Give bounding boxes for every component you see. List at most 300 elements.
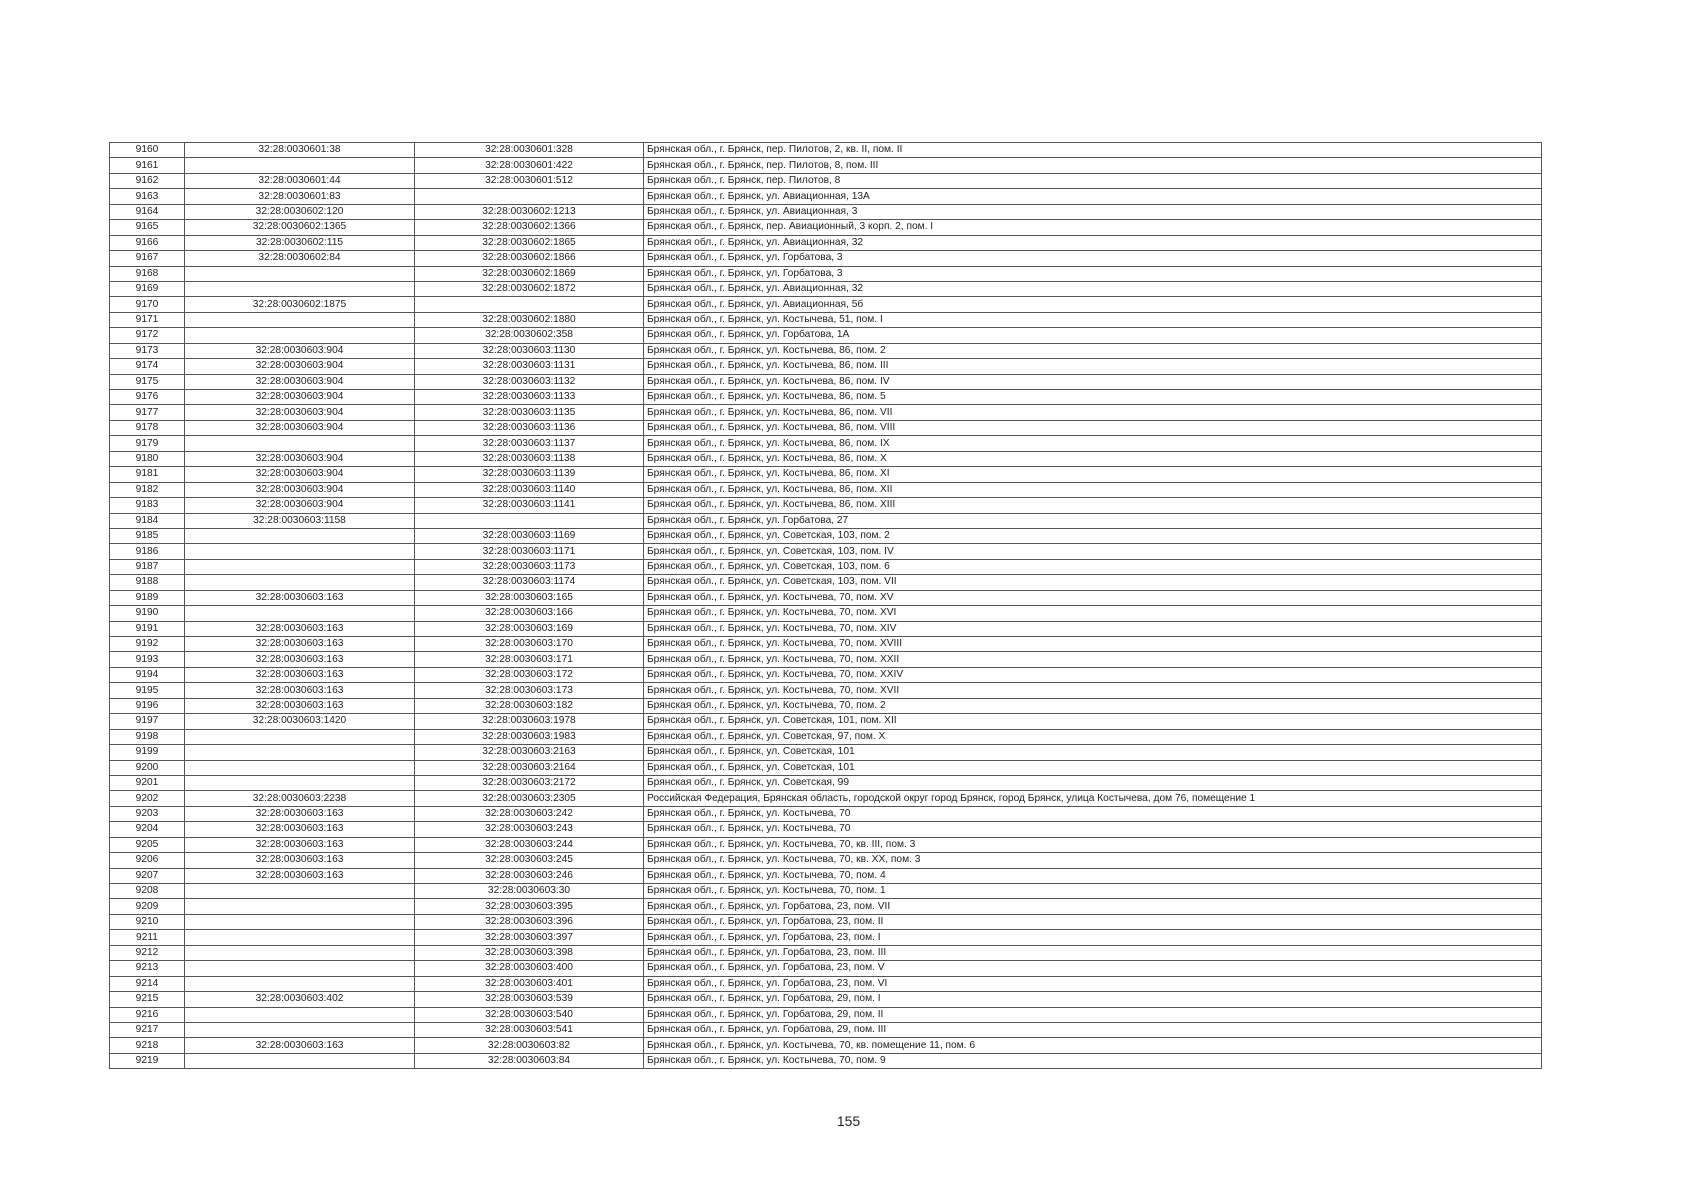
- parcel-number-cell: 32:28:0030603:904: [185, 405, 415, 420]
- object-number-cell: 32:28:0030603:400: [415, 961, 644, 976]
- object-number-cell: 32:28:0030603:170: [415, 637, 644, 652]
- parcel-number-cell: 32:28:0030601:83: [185, 189, 415, 204]
- address-cell: Брянская обл., г. Брянск, ул. Горбатова, 23, пом. I: [644, 930, 1542, 945]
- object-number-cell: 32:28:0030603:396: [415, 914, 644, 929]
- address-cell: Брянская обл., г. Брянск, ул. Костычева, 86, пом. 2: [644, 343, 1542, 358]
- parcel-number-cell: 32:28:0030603:163: [185, 667, 415, 682]
- row-number-cell: 9214: [110, 976, 185, 991]
- object-number-cell: 32:28:0030603:1978: [415, 714, 644, 729]
- row-number-cell: 9202: [110, 791, 185, 806]
- row-number-cell: 9183: [110, 498, 185, 513]
- table-row: [110, 312, 1542, 327]
- table-row: [110, 760, 1542, 775]
- table-row: [110, 374, 1542, 389]
- row-number-cell: 9160: [110, 143, 185, 158]
- table-row: [110, 683, 1542, 698]
- row-number-cell: 9195: [110, 683, 185, 698]
- table-row: [110, 945, 1542, 960]
- table-row: [110, 992, 1542, 1007]
- object-number-cell: 32:28:0030603:242: [415, 806, 644, 821]
- row-number-cell: 9215: [110, 992, 185, 1007]
- table-row: [110, 498, 1542, 513]
- parcel-number-cell: 32:28:0030602:1365: [185, 220, 415, 235]
- object-number-cell: 32:28:0030603:395: [415, 899, 644, 914]
- address-cell: Брянская обл., г. Брянск, ул. Советская, 103, пом. VII: [644, 575, 1542, 590]
- table-row: [110, 220, 1542, 235]
- table-row: [110, 853, 1542, 868]
- parcel-number-cell: 32:28:0030603:163: [185, 837, 415, 852]
- object-number-cell: 32:28:0030603:30: [415, 884, 644, 899]
- object-number-cell: 32:28:0030601:328: [415, 143, 644, 158]
- object-number-cell: 32:28:0030603:1173: [415, 559, 644, 574]
- address-cell: Брянская обл., г. Брянск, ул. Костычева, 70, пом. 9: [644, 1053, 1542, 1068]
- parcel-number-cell: [185, 1022, 415, 1037]
- parcel-number-cell: 32:28:0030602:84: [185, 251, 415, 266]
- table-row: [110, 884, 1542, 899]
- parcel-number-cell: 32:28:0030603:904: [185, 451, 415, 466]
- object-number-cell: 32:28:0030603:1169: [415, 528, 644, 543]
- parcel-number-cell: 32:28:0030603:163: [185, 590, 415, 605]
- address-cell: Брянская обл., г. Брянск, ул. Горбатова, 29, пом. III: [644, 1022, 1542, 1037]
- address-cell: Брянская обл., г. Брянск, пер. Пилотов, 8: [644, 173, 1542, 188]
- row-number-cell: 9182: [110, 482, 185, 497]
- parcel-number-cell: [185, 281, 415, 296]
- table-row: [110, 189, 1542, 204]
- row-number-cell: 9208: [110, 884, 185, 899]
- table-row: [110, 1038, 1542, 1053]
- address-cell: Брянская обл., г. Брянск, ул. Советская, 101, пом. XII: [644, 714, 1542, 729]
- parcel-number-cell: 32:28:0030603:2238: [185, 791, 415, 806]
- page-number: 155: [836, 1113, 861, 1129]
- parcel-number-cell: 32:28:0030602:120: [185, 204, 415, 219]
- address-cell: Брянская обл., г. Брянск, ул. Костычева, 86, пом. VII: [644, 405, 1542, 420]
- row-number-cell: 9213: [110, 961, 185, 976]
- address-cell: Брянская обл., г. Брянск, ул. Костычева, 86, пом. X: [644, 451, 1542, 466]
- object-number-cell: 32:28:0030602:1866: [415, 251, 644, 266]
- parcel-number-cell: [185, 606, 415, 621]
- row-number-cell: 9203: [110, 806, 185, 821]
- parcel-number-cell: 32:28:0030603:1420: [185, 714, 415, 729]
- table-row: [110, 158, 1542, 173]
- parcel-number-cell: [185, 266, 415, 281]
- address-cell: Брянская обл., г. Брянск, ул. Советская, 101: [644, 760, 1542, 775]
- parcel-number-cell: [185, 312, 415, 327]
- table-row: [110, 482, 1542, 497]
- address-cell: Брянская обл., г. Брянск, ул. Костычева, 86, пом. XI: [644, 467, 1542, 482]
- parcel-number-cell: [185, 436, 415, 451]
- row-number-cell: 9172: [110, 328, 185, 343]
- table-row: [110, 637, 1542, 652]
- address-cell: Брянская обл., г. Брянск, ул. Костычева, 70, пом. 4: [644, 868, 1542, 883]
- address-cell: Брянская обл., г. Брянск, ул. Горбатова, 23, пом. II: [644, 914, 1542, 929]
- registry-table: [109, 142, 1542, 1069]
- parcel-number-cell: 32:28:0030603:402: [185, 992, 415, 1007]
- address-cell: Брянская обл., г. Брянск, ул. Костычева, 86, пом. III: [644, 359, 1542, 374]
- parcel-number-cell: [185, 575, 415, 590]
- parcel-number-cell: 32:28:0030603:904: [185, 343, 415, 358]
- address-cell: Брянская обл., г. Брянск, пер. Пилотов, 8, пом. III: [644, 158, 1542, 173]
- table-row: [110, 405, 1542, 420]
- address-cell: Брянская обл., г. Брянск, ул. Советская, 101: [644, 745, 1542, 760]
- address-cell: Брянская обл., г. Брянск, ул. Костычева, 70, пом. XVIII: [644, 637, 1542, 652]
- object-number-cell: 32:28:0030603:1140: [415, 482, 644, 497]
- table-row: [110, 652, 1542, 667]
- object-number-cell: 32:28:0030603:172: [415, 667, 644, 682]
- address-cell: Брянская обл., г. Брянск, ул. Костычева, 70, кв. помещение 11, пом. 6: [644, 1038, 1542, 1053]
- object-number-cell: 32:28:0030602:1865: [415, 235, 644, 250]
- address-cell: Брянская обл., г. Брянск, ул. Авиационная, 5б: [644, 297, 1542, 312]
- row-number-cell: 9175: [110, 374, 185, 389]
- row-number-cell: 9216: [110, 1007, 185, 1022]
- table-row: [110, 281, 1542, 296]
- row-number-cell: 9167: [110, 251, 185, 266]
- table-row: [110, 451, 1542, 466]
- parcel-number-cell: 32:28:0030603:163: [185, 637, 415, 652]
- table-row: [110, 914, 1542, 929]
- table-row: [110, 266, 1542, 281]
- parcel-number-cell: [185, 775, 415, 790]
- parcel-number-cell: 32:28:0030603:904: [185, 467, 415, 482]
- address-cell: Брянская обл., г. Брянск, ул. Костычева, 86, пом. IX: [644, 436, 1542, 451]
- address-cell: Брянская обл., г. Брянск, ул. Горбатова, 3: [644, 266, 1542, 281]
- object-number-cell: 32:28:0030603:166: [415, 606, 644, 621]
- parcel-number-cell: [185, 328, 415, 343]
- parcel-number-cell: 32:28:0030602:115: [185, 235, 415, 250]
- object-number-cell: 32:28:0030602:1880: [415, 312, 644, 327]
- object-number-cell: 32:28:0030603:245: [415, 853, 644, 868]
- table-row: [110, 667, 1542, 682]
- object-number-cell: 32:28:0030603:1141: [415, 498, 644, 513]
- object-number-cell: 32:28:0030603:171: [415, 652, 644, 667]
- address-cell: Брянская обл., г. Брянск, ул. Советская, 99: [644, 775, 1542, 790]
- table-row: [110, 899, 1542, 914]
- object-number-cell: 32:28:0030602:1213: [415, 204, 644, 219]
- address-cell: Брянская обл., г. Брянск, ул. Авиационная, 32: [644, 235, 1542, 250]
- row-number-cell: 9176: [110, 390, 185, 405]
- parcel-number-cell: [185, 1053, 415, 1068]
- table-row: [110, 930, 1542, 945]
- address-cell: Брянская обл., г. Брянск, ул. Костычева, 86, пом. XII: [644, 482, 1542, 497]
- table-row: [110, 559, 1542, 574]
- object-number-cell: 32:28:0030603:169: [415, 621, 644, 636]
- object-number-cell: 32:28:0030602:358: [415, 328, 644, 343]
- table-row: [110, 297, 1542, 312]
- table-row: [110, 251, 1542, 266]
- table-row: [110, 775, 1542, 790]
- table-row: [110, 729, 1542, 744]
- object-number-cell: [415, 189, 644, 204]
- object-number-cell: 32:28:0030603:182: [415, 698, 644, 713]
- parcel-number-cell: [185, 559, 415, 574]
- row-number-cell: 9166: [110, 235, 185, 250]
- row-number-cell: 9163: [110, 189, 185, 204]
- object-number-cell: 32:28:0030602:1869: [415, 266, 644, 281]
- row-number-cell: 9210: [110, 914, 185, 929]
- row-number-cell: 9173: [110, 343, 185, 358]
- address-cell: Брянская обл., г. Брянск, ул. Костычева, 70, пом. XIV: [644, 621, 1542, 636]
- object-number-cell: 32:28:0030603:539: [415, 992, 644, 1007]
- row-number-cell: 9211: [110, 930, 185, 945]
- parcel-number-cell: [185, 884, 415, 899]
- object-number-cell: 32:28:0030603:2164: [415, 760, 644, 775]
- row-number-cell: 9189: [110, 590, 185, 605]
- table-row: [110, 868, 1542, 883]
- row-number-cell: 9187: [110, 559, 185, 574]
- table-row: [110, 745, 1542, 760]
- object-number-cell: [415, 297, 644, 312]
- object-number-cell: 32:28:0030603:1130: [415, 343, 644, 358]
- object-number-cell: 32:28:0030603:246: [415, 868, 644, 883]
- parcel-number-cell: 32:28:0030602:1875: [185, 297, 415, 312]
- row-number-cell: 9191: [110, 621, 185, 636]
- table-row: [110, 1007, 1542, 1022]
- object-number-cell: 32:28:0030602:1366: [415, 220, 644, 235]
- parcel-number-cell: [185, 760, 415, 775]
- address-cell: Брянская обл., г. Брянск, ул. Советская, 97, пом. X: [644, 729, 1542, 744]
- parcel-number-cell: 32:28:0030603:904: [185, 359, 415, 374]
- address-cell: Брянская обл., г. Брянск, ул. Советская, 103, пом. IV: [644, 544, 1542, 559]
- table-row: [110, 359, 1542, 374]
- parcel-number-cell: 32:28:0030603:163: [185, 652, 415, 667]
- parcel-number-cell: 32:28:0030601:44: [185, 173, 415, 188]
- parcel-number-cell: 32:28:0030603:163: [185, 853, 415, 868]
- row-number-cell: 9164: [110, 204, 185, 219]
- address-cell: Брянская обл., г. Брянск, ул. Костычева, 86, пом. IV: [644, 374, 1542, 389]
- parcel-number-cell: 32:28:0030603:163: [185, 683, 415, 698]
- table-row: [110, 575, 1542, 590]
- address-cell: Брянская обл., г. Брянск, ул. Костычева, 86, пом. 5: [644, 390, 1542, 405]
- table-row: [110, 390, 1542, 405]
- parcel-number-cell: [185, 961, 415, 976]
- parcel-number-cell: 32:28:0030601:38: [185, 143, 415, 158]
- address-cell: Брянская обл., г. Брянск, ул. Костычева, 70, кв. III, пом. 3: [644, 837, 1542, 852]
- object-number-cell: 32:28:0030603:1133: [415, 390, 644, 405]
- parcel-number-cell: 32:28:0030603:904: [185, 482, 415, 497]
- table-row: [110, 1053, 1542, 1068]
- table-row: [110, 806, 1542, 821]
- address-cell: Брянская обл., г. Брянск, пер. Авиационный, 3 корп. 2, пом. I: [644, 220, 1542, 235]
- table-row: [110, 235, 1542, 250]
- parcel-number-cell: 32:28:0030603:904: [185, 498, 415, 513]
- row-number-cell: 9197: [110, 714, 185, 729]
- table-row: [110, 420, 1542, 435]
- row-number-cell: 9218: [110, 1038, 185, 1053]
- table-row: [110, 606, 1542, 621]
- address-cell: Брянская обл., г. Брянск, ул. Горбатова, 3: [644, 251, 1542, 266]
- object-number-cell: 32:28:0030603:2172: [415, 775, 644, 790]
- table-row: [110, 173, 1542, 188]
- address-cell: Брянская обл., г. Брянск, пер. Пилотов, 2, кв. II, пом. II: [644, 143, 1542, 158]
- address-cell: Брянская обл., г. Брянск, ул. Горбатова, 23, пом. III: [644, 945, 1542, 960]
- table-row: [110, 837, 1542, 852]
- object-number-cell: 32:28:0030603:1132: [415, 374, 644, 389]
- object-number-cell: 32:28:0030603:541: [415, 1022, 644, 1037]
- parcel-number-cell: [185, 544, 415, 559]
- row-number-cell: 9206: [110, 853, 185, 868]
- row-number-cell: 9196: [110, 698, 185, 713]
- row-number-cell: 9194: [110, 667, 185, 682]
- object-number-cell: 32:28:0030601:422: [415, 158, 644, 173]
- table-row: [110, 698, 1542, 713]
- table-row: [110, 791, 1542, 806]
- object-number-cell: 32:28:0030603:1174: [415, 575, 644, 590]
- parcel-number-cell: 32:28:0030603:904: [185, 390, 415, 405]
- parcel-number-cell: [185, 1007, 415, 1022]
- row-number-cell: 9204: [110, 822, 185, 837]
- row-number-cell: 9209: [110, 899, 185, 914]
- row-number-cell: 9162: [110, 173, 185, 188]
- parcel-number-cell: [185, 729, 415, 744]
- object-number-cell: 32:28:0030603:2163: [415, 745, 644, 760]
- table-row: [110, 204, 1542, 219]
- row-number-cell: 9200: [110, 760, 185, 775]
- table-row: [110, 822, 1542, 837]
- parcel-number-cell: 32:28:0030603:163: [185, 806, 415, 821]
- parcel-number-cell: 32:28:0030603:163: [185, 822, 415, 837]
- row-number-cell: 9169: [110, 281, 185, 296]
- row-number-cell: 9165: [110, 220, 185, 235]
- object-number-cell: 32:28:0030603:84: [415, 1053, 644, 1068]
- row-number-cell: 9168: [110, 266, 185, 281]
- address-cell: Брянская обл., г. Брянск, ул. Советская, 103, пом. 6: [644, 559, 1542, 574]
- table-row: [110, 714, 1542, 729]
- object-number-cell: 32:28:0030603:1131: [415, 359, 644, 374]
- object-number-cell: 32:28:0030603:1136: [415, 420, 644, 435]
- parcel-number-cell: [185, 976, 415, 991]
- address-cell: Брянская обл., г. Брянск, ул. Авиационная, 32: [644, 281, 1542, 296]
- table-row: [110, 621, 1542, 636]
- address-cell: Брянская обл., г. Брянск, ул. Костычева, 70, пом. XXII: [644, 652, 1542, 667]
- address-cell: Брянская обл., г. Брянск, ул. Костычева, 51, пом. I: [644, 312, 1542, 327]
- table-row: [110, 590, 1542, 605]
- parcel-number-cell: [185, 914, 415, 929]
- address-cell: Брянская обл., г. Брянск, ул. Горбатова, 23, пом. VI: [644, 976, 1542, 991]
- row-number-cell: 9178: [110, 420, 185, 435]
- row-number-cell: 9179: [110, 436, 185, 451]
- address-cell: Брянская обл., г. Брянск, ул. Горбатова, 23, пом. VII: [644, 899, 1542, 914]
- object-number-cell: 32:28:0030603:1139: [415, 467, 644, 482]
- address-cell: Брянская обл., г. Брянск, ул. Костычева, 70, пом. XV: [644, 590, 1542, 605]
- address-cell: Брянская обл., г. Брянск, ул. Горбатова, 1А: [644, 328, 1542, 343]
- row-number-cell: 9212: [110, 945, 185, 960]
- address-cell: Брянская обл., г. Брянск, ул. Костычева, 70, кв. XX, пом. 3: [644, 853, 1542, 868]
- row-number-cell: 9199: [110, 745, 185, 760]
- table-row: [110, 1022, 1542, 1037]
- object-number-cell: 32:28:0030603:243: [415, 822, 644, 837]
- parcel-number-cell: 32:28:0030603:904: [185, 374, 415, 389]
- object-number-cell: 32:28:0030603:1137: [415, 436, 644, 451]
- table-row: [110, 513, 1542, 528]
- address-cell: Брянская обл., г. Брянск, ул. Костычева, 70, пом. 2: [644, 698, 1542, 713]
- object-number-cell: [415, 513, 644, 528]
- object-number-cell: 32:28:0030601:512: [415, 173, 644, 188]
- parcel-number-cell: 32:28:0030603:163: [185, 1038, 415, 1053]
- object-number-cell: 32:28:0030603:2305: [415, 791, 644, 806]
- object-number-cell: 32:28:0030603:165: [415, 590, 644, 605]
- object-number-cell: 32:28:0030603:540: [415, 1007, 644, 1022]
- object-number-cell: 32:28:0030603:1138: [415, 451, 644, 466]
- row-number-cell: 9188: [110, 575, 185, 590]
- address-cell: Брянская обл., г. Брянск, ул. Горбатова, 27: [644, 513, 1542, 528]
- table-row: [110, 528, 1542, 543]
- row-number-cell: 9198: [110, 729, 185, 744]
- parcel-number-cell: [185, 899, 415, 914]
- object-number-cell: 32:28:0030603:397: [415, 930, 644, 945]
- address-cell: Брянская обл., г. Брянск, ул. Авиационная, 13А: [644, 189, 1542, 204]
- address-cell: Брянская обл., г. Брянск, ул. Костычева, 70, пом. XVI: [644, 606, 1542, 621]
- row-number-cell: 9205: [110, 837, 185, 852]
- row-number-cell: 9180: [110, 451, 185, 466]
- row-number-cell: 9217: [110, 1022, 185, 1037]
- parcel-number-cell: [185, 158, 415, 173]
- table-row: [110, 976, 1542, 991]
- object-number-cell: 32:28:0030603:173: [415, 683, 644, 698]
- row-number-cell: 9201: [110, 775, 185, 790]
- address-cell: Брянская обл., г. Брянск, ул. Костычева, 86, пом. XIII: [644, 498, 1542, 513]
- table-row: [110, 961, 1542, 976]
- parcel-number-cell: [185, 930, 415, 945]
- row-number-cell: 9174: [110, 359, 185, 374]
- object-number-cell: 32:28:0030603:1135: [415, 405, 644, 420]
- object-number-cell: 32:28:0030603:82: [415, 1038, 644, 1053]
- parcel-number-cell: 32:28:0030603:1158: [185, 513, 415, 528]
- parcel-number-cell: 32:28:0030603:904: [185, 420, 415, 435]
- table-row: [110, 343, 1542, 358]
- address-cell: Российская Федерация, Брянская область, городской округ город Брянск, город Брянск, улица Костычева, дом 76, помещение 1: [644, 791, 1542, 806]
- row-number-cell: 9186: [110, 544, 185, 559]
- row-number-cell: 9181: [110, 467, 185, 482]
- row-number-cell: 9161: [110, 158, 185, 173]
- row-number-cell: 9185: [110, 528, 185, 543]
- row-number-cell: 9207: [110, 868, 185, 883]
- parcel-number-cell: [185, 528, 415, 543]
- row-number-cell: 9193: [110, 652, 185, 667]
- address-cell: Брянская обл., г. Брянск, ул. Горбатова, 29, пом. I: [644, 992, 1542, 1007]
- row-number-cell: 9177: [110, 405, 185, 420]
- address-cell: Брянская обл., г. Брянск, ул. Горбатова, 23, пом. V: [644, 961, 1542, 976]
- row-number-cell: 9184: [110, 513, 185, 528]
- table-row: [110, 436, 1542, 451]
- address-cell: Брянская обл., г. Брянск, ул. Костычева, 70, пом. XVII: [644, 683, 1542, 698]
- object-number-cell: 32:28:0030603:401: [415, 976, 644, 991]
- row-number-cell: 9192: [110, 637, 185, 652]
- address-cell: Брянская обл., г. Брянск, ул. Костычева, 70: [644, 822, 1542, 837]
- row-number-cell: 9219: [110, 1053, 185, 1068]
- address-cell: Брянская обл., г. Брянск, ул. Авиационная, 3: [644, 204, 1542, 219]
- registry-table-body: [110, 143, 1542, 1069]
- object-number-cell: 32:28:0030603:1171: [415, 544, 644, 559]
- row-number-cell: 9171: [110, 312, 185, 327]
- table-row: [110, 328, 1542, 343]
- address-cell: Брянская обл., г. Брянск, ул. Советская, 103, пом. 2: [644, 528, 1542, 543]
- row-number-cell: 9190: [110, 606, 185, 621]
- object-number-cell: 32:28:0030602:1872: [415, 281, 644, 296]
- address-cell: Брянская обл., г. Брянск, ул. Горбатова, 29, пом. II: [644, 1007, 1542, 1022]
- address-cell: Брянская обл., г. Брянск, ул. Костычева, 70, пом. XXIV: [644, 667, 1542, 682]
- table-row: [110, 544, 1542, 559]
- table-row: [110, 143, 1542, 158]
- parcel-number-cell: [185, 945, 415, 960]
- address-cell: Брянская обл., г. Брянск, ул. Костычева, 86, пом. VIII: [644, 420, 1542, 435]
- object-number-cell: 32:28:0030603:244: [415, 837, 644, 852]
- object-number-cell: 32:28:0030603:1983: [415, 729, 644, 744]
- address-cell: Брянская обл., г. Брянск, ул. Костычева, 70: [644, 806, 1542, 821]
- address-cell: Брянская обл., г. Брянск, ул. Костычева, 70, пом. 1: [644, 884, 1542, 899]
- parcel-number-cell: 32:28:0030603:163: [185, 621, 415, 636]
- parcel-number-cell: 32:28:0030603:163: [185, 868, 415, 883]
- object-number-cell: 32:28:0030603:398: [415, 945, 644, 960]
- parcel-number-cell: 32:28:0030603:163: [185, 698, 415, 713]
